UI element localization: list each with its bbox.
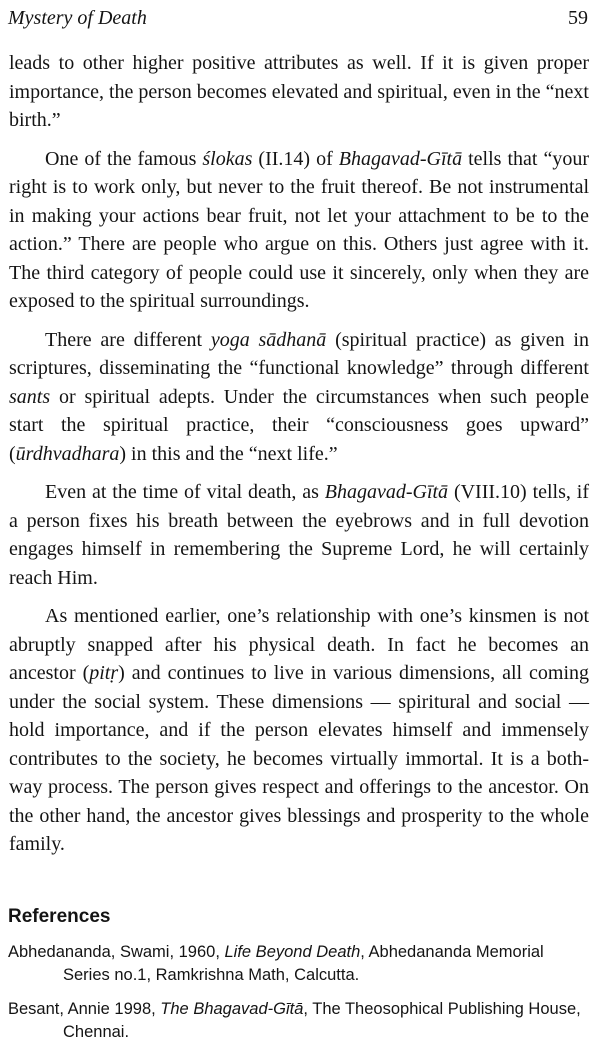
paragraph-1 xyxy=(9,49,589,135)
italic-text: pitṛ xyxy=(89,662,119,684)
reference-abhedananda xyxy=(8,941,590,987)
paragraph-2 xyxy=(9,145,589,316)
running-title: Mystery of Death xyxy=(8,7,147,29)
italic-text: Bhagavad-Gītā xyxy=(324,481,449,503)
text-run: Besant, Annie 1998, xyxy=(8,1000,161,1018)
italic-text: yoga sādhanā xyxy=(210,328,327,351)
text-run: (spiritual practice) as given in scriptures, disseminating the “functional knowledge” through different xyxy=(9,328,589,379)
text-run: As mentioned earlier, one’s relationship with one’s kinsmen is not abruptly snapped after his physical death. In fact he becomes an ancestor ( xyxy=(9,605,589,684)
italic-text: Life Beyond Death xyxy=(224,943,361,961)
text-run: There are different xyxy=(45,328,211,351)
text-run: Even at the time of vital death, as xyxy=(45,481,325,503)
paragraph-5 xyxy=(9,602,589,859)
text-run: One of the famous xyxy=(45,147,203,170)
text-run: (VIII.10) tells, if a person fixes his breath between the eyebrows and in full devotion engages himself in remembering the Supreme Lord, he will certainly reach Him. xyxy=(9,481,589,589)
italic-text: The Bhagavad-Gītā xyxy=(160,1000,304,1018)
text-run: Abhedananda, Swami, 1960, xyxy=(8,943,225,961)
italic-text: sants xyxy=(9,385,51,408)
body-text xyxy=(9,49,589,869)
page-number: 59 xyxy=(568,7,588,29)
text-run: ) in this and the “next life.” xyxy=(119,442,338,465)
text-run: tells that “your right is to work only, but never to the fruit thereof. Be not instrumental in making your actions bear fruit, not let your attachment to be to the action.” There are people who argue on this. Others just agree with it. The third category of people could use it sincerely, only when they are exposed to the spiritual surroundings. xyxy=(9,147,590,312)
running-head xyxy=(8,4,588,32)
paragraph-3 xyxy=(9,326,589,469)
text-run: ) and continues to live in various dimensions, all coming under the social system. These dimensions — spiritural and social — hold importance, and if the person elevates himself and immensely contributes to the society, he becomes virtually immortal. It is a both-way process. The person gives respect and offerings to the ancestor. On the other hand, the ancestor gives blessings and prosperity to the whole family. xyxy=(9,662,589,855)
text-run: , The Theosophical Publishing House, Chennai. xyxy=(63,1000,581,1041)
italic-text: ūrdhvadhara xyxy=(15,442,120,465)
text-run: or spiritual adepts. Under the circumstances when such people start the spiritual practice, their “consciousness goes upward” ( xyxy=(9,385,589,465)
reference-besant xyxy=(8,998,590,1044)
text-run: , Abhedananda Memorial Series no.1, Ramkrishna Math, Calcutta. xyxy=(63,943,544,984)
italic-text: ślokas xyxy=(202,147,253,170)
paragraph-4 xyxy=(9,478,589,592)
italic-text: Bhagavad-Gītā xyxy=(338,147,463,170)
text-run: (II.14) of xyxy=(252,147,339,170)
references-heading: References xyxy=(8,906,111,927)
text-run: leads to other higher positive attributes as well. If it is given proper importance, the person becomes elevated and spiritual, even in the “next birth.” xyxy=(9,52,589,131)
reference-list xyxy=(8,941,590,1055)
